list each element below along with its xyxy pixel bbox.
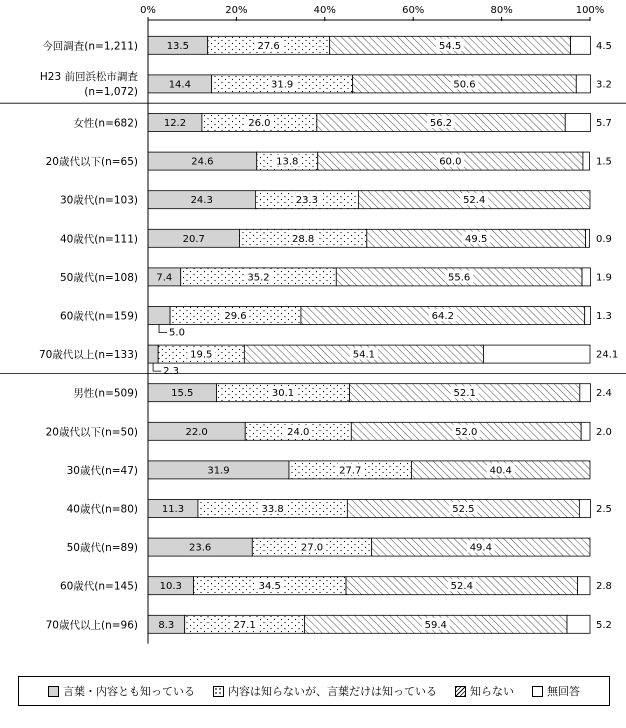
bar-segment xyxy=(148,307,170,325)
data-label: 1.3 xyxy=(596,311,612,322)
data-label: 59.4 xyxy=(424,619,447,631)
data-label: 52.4 xyxy=(450,581,473,593)
data-label: 35.2 xyxy=(247,272,270,284)
data-label: 27.7 xyxy=(339,465,362,477)
data-label: 24.0 xyxy=(287,426,310,438)
legend-label: 言葉・内容とも知っている xyxy=(63,685,195,698)
data-label: 31.9 xyxy=(271,79,294,91)
bars-group xyxy=(148,36,618,633)
data-label: 64.2 xyxy=(431,311,454,322)
data-label: 52.4 xyxy=(463,195,486,207)
data-label: 27.1 xyxy=(233,619,256,631)
bar-segment xyxy=(579,500,590,518)
data-label: 24.1 xyxy=(596,349,619,361)
data-label: 60.0 xyxy=(439,156,462,168)
data-label: 5.0 xyxy=(169,327,185,339)
category-label: 70歳代以上(n=133) xyxy=(38,349,138,362)
category-label: 60歳代(n=145) xyxy=(59,580,138,593)
bar-segment xyxy=(567,615,590,633)
legend xyxy=(18,676,610,706)
category-label: 今回調査(n=1,211) xyxy=(42,40,138,53)
data-label: 24.3 xyxy=(190,195,213,207)
data-label: 49.4 xyxy=(469,542,492,554)
data-label: 14.4 xyxy=(168,79,191,91)
data-label: 20.7 xyxy=(182,233,205,245)
data-label: 8.3 xyxy=(158,619,175,631)
data-label: 52.0 xyxy=(455,426,478,438)
data-label: 2.4 xyxy=(596,388,612,400)
data-label: 5.7 xyxy=(596,118,612,129)
data-label: 27.0 xyxy=(300,542,324,554)
legend-label: 知らない xyxy=(470,685,514,698)
data-label: 4.5 xyxy=(596,40,612,52)
legend-item xyxy=(455,683,514,699)
legend-label: 内容は知らないが、言葉だけは知っている xyxy=(228,685,437,698)
bar-segment xyxy=(483,345,590,363)
data-label: 5.2 xyxy=(596,619,612,631)
data-label: 11.3 xyxy=(161,504,185,515)
data-label: 27.6 xyxy=(257,40,280,52)
x-tick-label: 100% xyxy=(575,5,605,16)
x-tick-label: 60% xyxy=(402,5,425,16)
data-label: 1.9 xyxy=(596,272,612,284)
x-tick-label: 20% xyxy=(225,5,248,16)
data-label: 13.5 xyxy=(166,40,189,52)
bar-segment xyxy=(582,268,590,286)
data-label: 31.9 xyxy=(207,465,230,477)
data-label: 55.6 xyxy=(448,272,471,284)
category-label: 男性(n=509) xyxy=(73,387,138,400)
category-label: 20歳代以下(n=65) xyxy=(45,156,138,169)
data-label: 7.4 xyxy=(156,272,173,284)
category-label: 70歳代以上(n=96) xyxy=(45,619,138,632)
data-label: 54.5 xyxy=(438,40,462,52)
category-labels xyxy=(39,39,139,631)
bar-segment xyxy=(585,307,591,325)
category-label: 50歳代(n=108) xyxy=(59,271,138,284)
bar-segment xyxy=(565,114,590,132)
data-label: 1.5 xyxy=(596,156,612,168)
bar-segment xyxy=(148,345,158,363)
bar-segment xyxy=(576,75,590,93)
data-label: 29.6 xyxy=(224,311,247,322)
x-tick-label: 80% xyxy=(490,5,513,16)
data-label: 34.5 xyxy=(258,581,281,593)
legend-item xyxy=(532,683,580,699)
legend-swatch-gray xyxy=(48,686,59,697)
data-label: 23.6 xyxy=(189,542,212,554)
data-label: 0.9 xyxy=(596,233,612,245)
data-label: 22.0 xyxy=(185,426,208,438)
category-label: 50歳代(n=89) xyxy=(66,542,138,555)
bar-segment xyxy=(580,384,591,402)
legend-item xyxy=(48,683,195,699)
data-label: 49.5 xyxy=(465,233,488,245)
bar-segment xyxy=(578,577,590,595)
bar-segment xyxy=(586,229,590,247)
data-label: 15.5 xyxy=(171,388,194,400)
category-label: 30歳代(n=47) xyxy=(66,464,138,477)
x-tick-label: 40% xyxy=(313,5,336,16)
data-label: 12.2 xyxy=(163,118,187,129)
legend-item xyxy=(213,683,437,699)
data-label: 2.8 xyxy=(596,581,612,593)
x-tick-label: 0% xyxy=(140,5,156,16)
legend-label: 無回答 xyxy=(547,685,580,698)
data-label: 13.8 xyxy=(276,156,299,168)
category-label: (n=1,072) xyxy=(84,85,138,98)
legend-swatch-hatch xyxy=(455,686,466,697)
data-label: 2.5 xyxy=(596,504,612,515)
callout-line xyxy=(159,325,167,333)
data-label: 52.5 xyxy=(452,504,475,515)
data-label: 28.8 xyxy=(292,233,315,245)
data-label: 50.6 xyxy=(453,79,476,91)
legend-swatch-white xyxy=(532,686,543,697)
data-label: 40.4 xyxy=(489,465,512,477)
category-label: 30歳代(n=103) xyxy=(59,194,138,207)
category-label: 20歳代以下(n=50) xyxy=(45,426,138,439)
category-label: 女性(n=682) xyxy=(73,117,138,130)
category-label: 40歳代(n=80) xyxy=(66,503,138,516)
data-label: 54.1 xyxy=(352,349,376,361)
data-label: 52.1 xyxy=(453,388,476,400)
data-label: 33.8 xyxy=(261,504,284,515)
bar-segment xyxy=(581,422,590,440)
bar-segment xyxy=(571,36,591,54)
data-label: 26.0 xyxy=(248,118,271,129)
data-label: 2.0 xyxy=(596,426,612,438)
legend-swatch-dots xyxy=(213,686,224,697)
data-label: 56.2 xyxy=(429,118,453,129)
data-label: 30.1 xyxy=(271,388,295,400)
category-label: 40歳代(n=111) xyxy=(59,233,138,246)
data-label: 10.3 xyxy=(159,581,182,593)
data-label: 2.3 xyxy=(163,366,179,378)
category-label: H23 前回浜松市調査 xyxy=(39,70,138,83)
data-label: 3.2 xyxy=(596,79,612,91)
data-label: 23.3 xyxy=(295,195,319,207)
callout-line xyxy=(153,363,161,371)
bar-segment xyxy=(583,152,590,170)
category-label: 60歳代(n=159) xyxy=(59,310,138,323)
data-label: 24.6 xyxy=(191,156,214,168)
x-axis-ticks xyxy=(140,5,604,21)
data-label: 19.5 xyxy=(190,349,213,361)
